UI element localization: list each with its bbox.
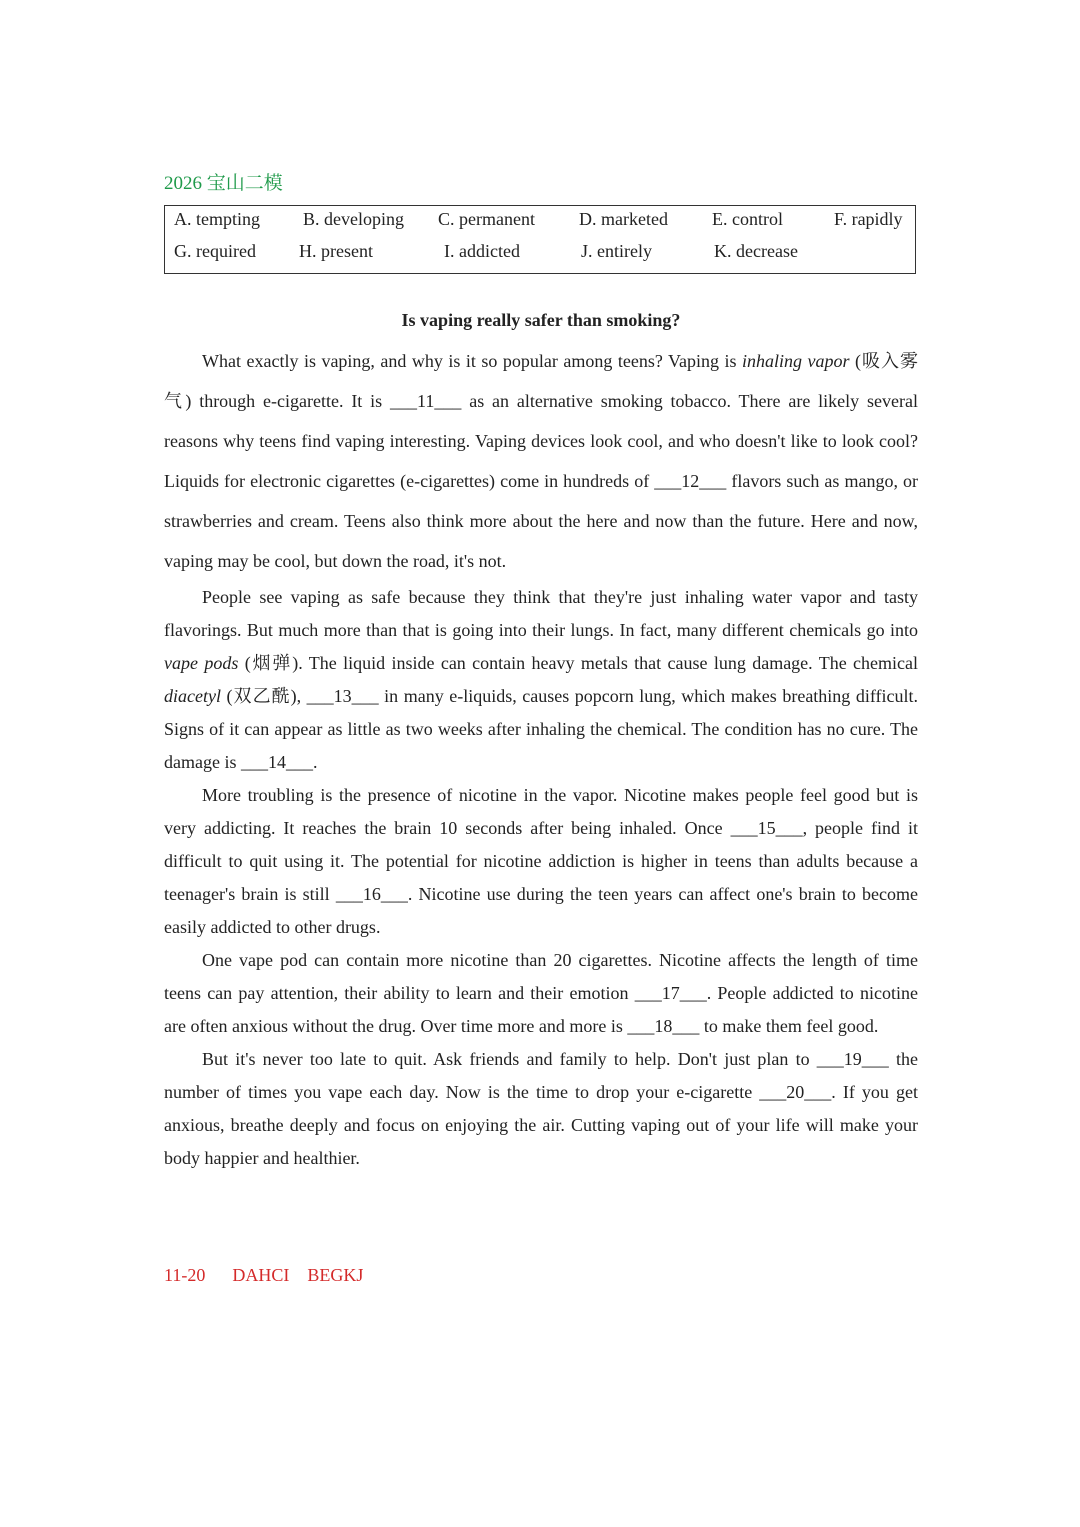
blank-19: ___19___ [816,1049,889,1069]
blank-17: ___17___ [634,983,707,1003]
answer-group-1: DAHCI [232,1265,290,1285]
option-d: D. marketed [579,209,668,229]
paragraph-4 [164,944,918,1043]
p2-text-1: People see vaping as safe because they think that they're just inhaling water vapor and tasty flavorings. But much more than that is going into their lungs. In fact, many different chemicals go into [164,587,918,640]
option-g: G. required [174,241,256,261]
p2-text-5: . [312,752,318,772]
p2-italic-term-1: vape pods [164,653,239,673]
p1-text-3: as an alternative smoking tobacco. There are likely several reasons why teens find vaping interesting. Vaping devices look cool, and who doesn't like to look cool? Liquids for electronic cigarettes (e-cigarettes) come in hundreds of [164,391,918,491]
blank-18: ___18___ [627,1016,700,1036]
option-c: C. permanent [438,209,535,229]
p4-text-3: to make them feel good. [699,1016,879,1036]
p3-text-3: . Nicotine use during the teen years can affect one's brain to become easily addicted to other drugs. [164,884,918,937]
word-bank-box [164,205,916,274]
answer-group-2: BEGKJ [307,1265,364,1285]
blank-15: ___15___ [730,818,803,838]
answer-range: 11-20 [164,1265,206,1285]
option-b: B. developing [303,209,404,229]
option-k: K. decrease [714,241,798,261]
option-j: J. entirely [581,241,652,261]
option-h: H. present [299,241,373,261]
p5-text-3: . If you get anxious, breathe deeply and focus on enjoying the air. Cutting vaping out of your life will make your body happier and healthier. [164,1082,919,1168]
p1-text-2: (吸入雾气) through e-cigarette. It is [164,351,918,411]
paragraph-3 [164,779,918,944]
exam-source-heading: 2026 宝山二模 [164,173,283,194]
p3-text-2: , people find it difficult to quit using it. The potential for nicotine addiction is higher in teens than adults because a teenager's brain is still [164,818,918,904]
p2-text-2: (烟弹). The liquid inside can contain heavy metals that cause lung damage. The chemical [238,653,919,673]
p1-text-4: flavors such as mango, or strawberries and cream. Teens also think more about the here and now than the future. Here and now, vaping may be cool, but down the road, it's not. [164,471,918,571]
p2-italic-term-2: diacetyl [164,686,221,706]
p5-text-2: the number of times you vape each day. Now is the time to drop your e-cigarette [164,1049,918,1102]
p1-text-1: What exactly is vaping, and why is it so popular among teens? Vaping is [202,351,743,371]
blank-20: ___20___ [759,1082,832,1102]
blank-11: ___11___ [390,391,462,411]
option-e: E. control [712,209,783,229]
passage-body [164,341,918,1175]
p1-italic-term: inhaling vapor [742,351,850,371]
p5-text-1: But it's never too late to quit. Ask friends and family to help. Don't just plan to [202,1049,817,1069]
paragraph-1 [164,341,918,581]
option-i: I. addicted [444,241,520,261]
p2-text-3: (双乙酰), [220,686,307,706]
blank-12: ___12___ [654,471,727,491]
paragraph-2 [164,581,918,779]
option-a: A. tempting [174,209,260,229]
passage-title: Is vaping really safer than smoking? [401,310,681,330]
p2-text-4: in many e-liquids, causes popcorn lung, which makes breathing difficult. Signs of it can appear as little as two weeks after inhaling the chemical. The condition has no cure. The damage is [164,686,918,772]
blank-16: ___16___ [335,884,408,904]
option-f: F. rapidly [834,209,903,229]
p4-text-1: One vape pod can contain more nicotine than 20 cigarettes. Nicotine affects the length of time teens can pay attention, their ability to learn and their emotion [164,950,918,1003]
paragraph-5 [164,1043,918,1175]
p4-text-2: . People addicted to nicotine are often anxious without the drug. Over time more and more is [164,983,918,1036]
answer-key [164,1265,363,1286]
blank-13: ___13___ [306,686,379,706]
blank-14: ___14___ [240,752,313,772]
p3-text-1: More troubling is the presence of nicotine in the vapor. Nicotine makes people feel good but is very addicting. It reaches the brain 10 seconds after being inhaled. Once [164,785,918,838]
